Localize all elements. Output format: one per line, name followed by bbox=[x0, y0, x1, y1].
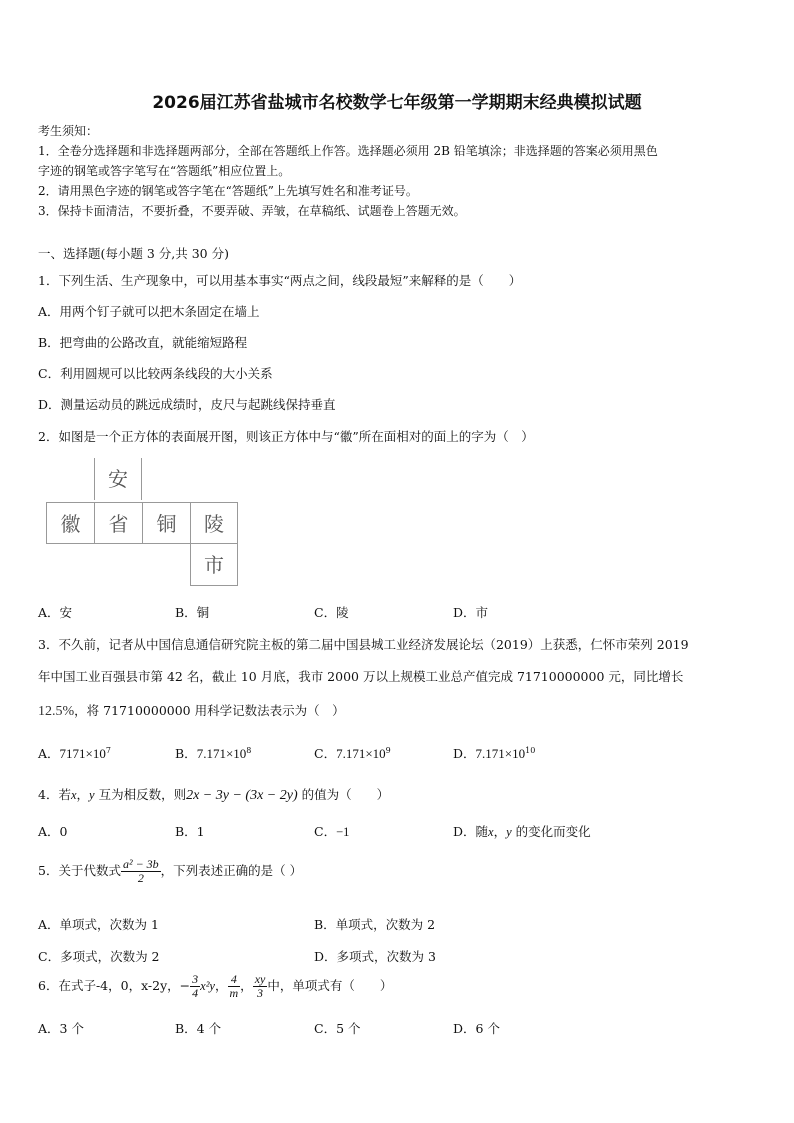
q6-separator-1: ， bbox=[214, 978, 228, 993]
q3-option-a-label: A． bbox=[38, 746, 60, 761]
q4-option-d-sep: ， bbox=[493, 824, 507, 839]
q6-fraction-2 bbox=[228, 973, 241, 1000]
q6-stem bbox=[38, 973, 392, 1000]
q3-option-b bbox=[175, 744, 251, 762]
q3-option-d-base: 7.171×10 bbox=[475, 746, 526, 761]
q6-fraction-2-numerator: 4 bbox=[228, 973, 241, 987]
net-face-shi: 市 bbox=[190, 544, 238, 586]
q3-percent: 12.5% bbox=[38, 704, 75, 719]
notice-item-2: 2．请用黑色字迹的钢笔或答字笔在“答题纸”上先填写姓名和准考证号。 bbox=[38, 184, 418, 198]
q5-stem bbox=[38, 858, 302, 885]
q4-option-c-value: −1 bbox=[336, 825, 350, 839]
q4-expression: 2x − 3y − (3x − 2y) bbox=[186, 788, 298, 803]
q4-option-d-y: y bbox=[506, 825, 512, 839]
q4-mid: 互为相反数，则 bbox=[94, 787, 187, 802]
q3-option-b-exp: 8 bbox=[246, 746, 252, 755]
q5-post: ，下列表述正确的是（ ） bbox=[160, 863, 303, 878]
q4-option-d-post: 的变化而变化 bbox=[511, 824, 591, 839]
q4-option-d-pre: D．随 bbox=[453, 824, 489, 839]
q4-var-x: x bbox=[70, 788, 77, 802]
q4-var-y: y bbox=[89, 788, 95, 802]
q3-option-c-label: C． bbox=[314, 746, 337, 761]
q3-option-d-exp: 10 bbox=[525, 746, 536, 755]
q3-line-1: 3．不久前，记者从中国信息通信研究院主板的第二届中国县城工业经济发展论坛（2019）上获悉，仁怀市荣列 2019 bbox=[38, 637, 689, 652]
q4-post: 的值为（ ） bbox=[297, 787, 390, 802]
q1-stem: 1．下列生活、生产现象中，可以用基本事实“两点之间，线段最短”来解释的是（ ） bbox=[38, 273, 522, 288]
q6-negative-sign: − bbox=[179, 978, 191, 993]
q4-comma: ， bbox=[76, 787, 90, 802]
net-face-hui: 徽 bbox=[46, 502, 94, 544]
q6-fraction-3-numerator: xy bbox=[254, 972, 266, 986]
q3-option-b-base: 7.171×10 bbox=[196, 746, 247, 761]
q6-fraction-1-numerator: 3 bbox=[192, 972, 199, 986]
q5-fraction bbox=[121, 858, 161, 885]
q4-stem bbox=[38, 785, 389, 804]
q3-option-a bbox=[38, 744, 111, 762]
net-face-sheng: 省 bbox=[94, 502, 142, 544]
q4-option-d-x: x bbox=[488, 825, 494, 839]
page-title: 2026届江苏省盐城市名校数学七年级第一学期期末经典模拟试题 bbox=[152, 93, 642, 113]
q5-option-a: A．单项式，次数为 1 bbox=[38, 917, 159, 932]
q6-fraction-1-tail: x²y bbox=[200, 979, 215, 993]
q3-option-c-base: 7.171×10 bbox=[336, 746, 386, 761]
q6-post: 中，单项式有（ ） bbox=[267, 978, 393, 993]
q3-option-d bbox=[453, 744, 535, 762]
q6-fraction-2-denominator: m bbox=[229, 986, 239, 1000]
q1-option-c: C．利用圆规可以比较两条线段的大小关系 bbox=[38, 366, 273, 381]
q3-line-3 bbox=[38, 701, 345, 720]
notice-heading: 考生须知： bbox=[38, 124, 99, 138]
notice-item-1-line-1: 1．全卷分选择题和非选择题两部分，全部在答题纸上作答。选择题必须用 2B 铅笔填涂；非选择题的答案必须用黑色 bbox=[38, 144, 658, 158]
q3-line-2: 年中国工业百强县市第 42 名，截止 10 月底，我市 2000 万以上规模工业总产值完成 71710000000 元，同比增长 bbox=[38, 669, 684, 684]
q6-fraction-1-denominator: 4 bbox=[192, 986, 199, 1000]
q5-pre: 5．关于代数式 bbox=[38, 863, 121, 878]
q2-option-b: B．铜 bbox=[175, 605, 210, 620]
q5-option-d: D．多项式，次数为 3 bbox=[314, 949, 436, 964]
q5-option-b: B．单项式，次数为 2 bbox=[314, 917, 436, 932]
q3-option-a-base: 7171×10 bbox=[59, 746, 106, 761]
q6-option-d: D．6 个 bbox=[453, 1021, 500, 1036]
section-heading: 一、选择题(每小题 3 分,共 30 分) bbox=[38, 246, 229, 261]
notice-item-3: 3．保持卡面清洁，不要折叠，不要弄破、弄皱，在草稿纸、试题卷上答题无效。 bbox=[38, 204, 466, 218]
q6-fraction-1 bbox=[190, 973, 200, 1000]
q3-option-d-label: D． bbox=[453, 746, 476, 761]
q4-option-a: A．0 bbox=[38, 824, 68, 839]
q2-option-d: D．市 bbox=[453, 605, 489, 620]
q4-option-d bbox=[453, 822, 591, 840]
net-face-tong: 铜 bbox=[142, 502, 190, 544]
q2-stem: 2．如图是一个正方体的表面展开图，则该正方体中与“徽”所在面相对的面上的字为（ ） bbox=[38, 429, 534, 444]
q3-option-c bbox=[314, 744, 391, 762]
q4-option-c bbox=[314, 822, 349, 840]
cube-net-figure bbox=[46, 458, 242, 588]
q3-option-c-exp: 9 bbox=[385, 746, 391, 755]
q4-option-b: B．1 bbox=[175, 824, 205, 839]
q5-option-c: C．多项式，次数为 2 bbox=[38, 949, 160, 964]
q6-separator-2: ， bbox=[240, 978, 253, 993]
notice-item-1-line-2: 字迹的钢笔或答字笔写在“答题纸”相应位置上。 bbox=[38, 164, 291, 178]
q6-option-b: B．4 个 bbox=[175, 1021, 222, 1036]
q3-option-b-label: B． bbox=[175, 746, 197, 761]
q1-option-d: D．测量运动员的跳远成绩时，皮尺与起跳线保持垂直 bbox=[38, 397, 336, 412]
q3-option-a-exp: 7 bbox=[105, 746, 111, 755]
q6-fraction-3-denominator: 3 bbox=[257, 986, 264, 1000]
q5-fraction-denominator: 2 bbox=[137, 871, 144, 885]
q1-option-a: A．用两个钉子就可以把木条固定在墙上 bbox=[38, 304, 260, 319]
q4-option-c-label: C． bbox=[314, 824, 337, 839]
q6-option-a: A．3 个 bbox=[38, 1021, 84, 1036]
q6-pre: 6．在式子-4，0，x-2y， bbox=[38, 978, 180, 993]
q2-option-c: C．陵 bbox=[314, 605, 349, 620]
q6-fraction-3 bbox=[253, 973, 268, 1000]
q4-pre: 4．若 bbox=[38, 787, 71, 802]
q6-option-c: C．5 个 bbox=[314, 1021, 361, 1036]
net-face-ling: 陵 bbox=[190, 502, 238, 544]
q2-option-a: A．安 bbox=[38, 605, 73, 620]
q3-line-3-rest: ，将 71710000000 用科学记数法表示为（ ） bbox=[74, 703, 345, 718]
q1-option-b: B．把弯曲的公路改直，就能缩短路程 bbox=[38, 335, 248, 350]
q5-fraction-numerator: a² − 3b bbox=[122, 857, 159, 871]
net-face-an: 安 bbox=[94, 458, 142, 500]
